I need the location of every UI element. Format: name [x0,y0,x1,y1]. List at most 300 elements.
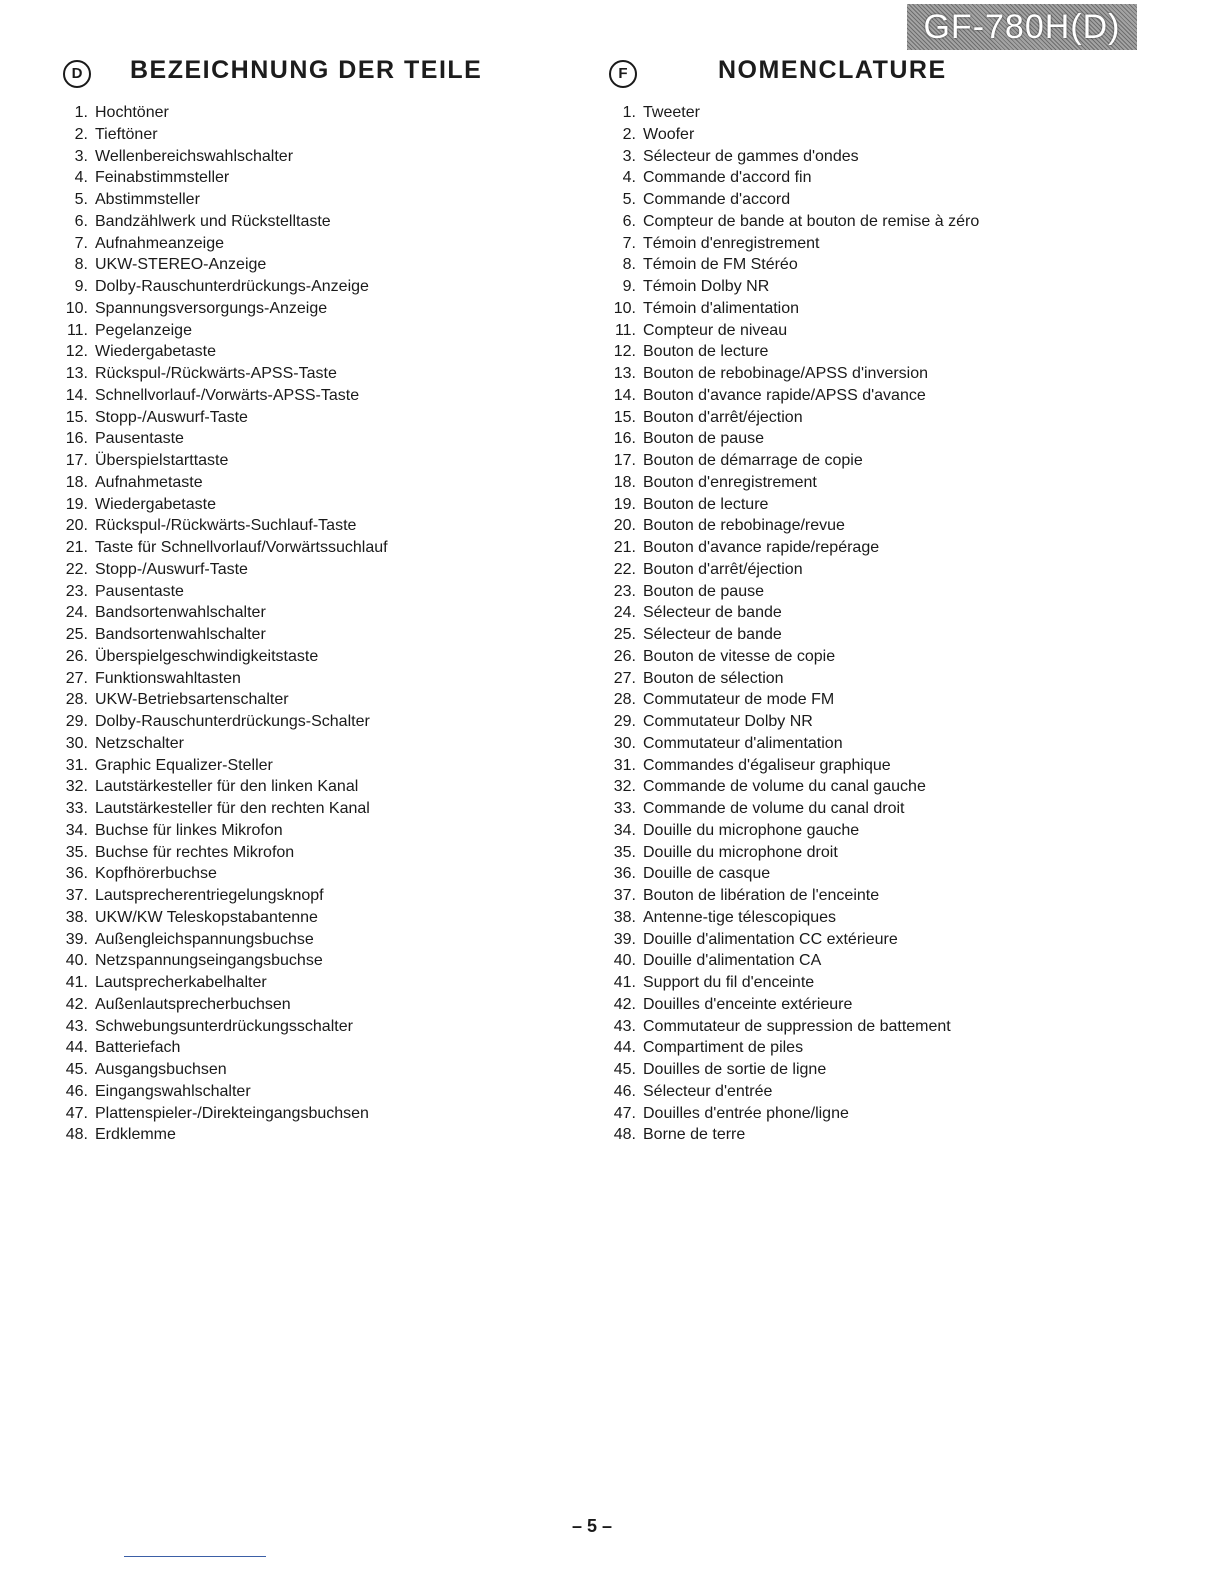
item-label: Bouton d'enregistrement [643,473,817,491]
item-label: Douilles de sortie de ligne [643,1061,827,1078]
list-item [606,863,979,885]
page-number: – 5 – [571,1516,613,1536]
item-label: Lautstärkesteller für den rechten Kanal [95,800,370,817]
item-number: 26. [613,647,636,665]
list-item [58,385,388,407]
list-item [58,494,388,516]
item-number: 42. [65,995,88,1013]
list-item [58,254,388,276]
list-item [606,254,979,276]
list-item [58,341,388,363]
item-number: 23. [65,582,88,600]
item-label: Plattenspieler-/Direkteingangsbuchsen [95,1104,369,1122]
item-label: Schnellvorlauf-/Vorwärts-APSS-Taste [95,386,360,404]
german-section [58,52,598,1144]
item-label: Douille du microphone gauche [643,821,860,839]
list-item [58,863,388,885]
french-header [606,52,1146,92]
list-item [606,624,979,646]
german-section-title: BEZEICHNUNG DER TEILE [130,56,483,84]
item-number: 39. [65,930,88,948]
item-number: 7. [74,234,88,252]
item-number: 8. [74,256,88,274]
item-label: Bouton de rebobinage/revue [643,517,845,535]
item-number: 23. [613,582,636,600]
list-item [58,907,388,929]
item-label: Funktionswahltasten [95,669,241,687]
list-item [58,646,388,668]
item-label: Spannungsversorgungs-Anzeige [95,299,328,317]
item-label: Tweeter [643,104,700,121]
item-label: Hochtöner [95,104,169,121]
item-label: Bouton de sélection [643,669,784,687]
item-number: 34. [65,821,88,839]
item-number: 1. [622,104,636,121]
item-label: UKW-Betriebsartenschalter [95,691,289,709]
item-number: 11. [66,321,88,339]
item-number: 24. [613,604,636,622]
item-label: Douille du microphone droit [643,843,838,861]
item-number: 10. [613,299,636,317]
item-label: Bouton de lecture [643,343,769,361]
item-label: Außengleichspannungsbuchse [95,930,314,948]
item-label: Schwebungsunterdrückungsschalter [95,1017,353,1035]
item-label: Stopp-/Auswurf-Taste [95,408,248,426]
list-item [58,515,388,537]
item-number: 31. [613,756,636,774]
list-item [606,559,979,581]
list-item [606,950,979,972]
list-item [606,407,979,429]
item-number: 36. [65,865,88,883]
item-number: 46. [65,1082,88,1100]
list-item [606,798,979,820]
item-label: Woofer [643,125,695,143]
item-number: 8. [622,256,636,274]
item-number: 13. [613,365,636,382]
item-number: 46. [613,1082,636,1100]
item-number: 22. [613,560,636,578]
list-item [58,363,388,385]
list-item [58,537,388,559]
item-label: Témoin d'enregistrement [643,234,820,252]
item-label: Batteriefach [95,1039,181,1057]
list-item [606,581,979,603]
item-number: 27. [65,669,88,687]
list-item [58,820,388,842]
item-label: Bandzählwerk und Rückstelltaste [95,212,331,230]
item-number: 30. [613,734,636,752]
item-number: 25. [65,626,88,643]
list-item [606,972,979,994]
list-item [606,1059,979,1081]
item-number: 33. [613,800,636,817]
item-label: Rückspul-/Rückwärts-Suchlauf-Taste [95,517,357,535]
item-label: Commandes d'égaliseur graphique [643,756,891,774]
item-label: Bouton de pause [643,582,764,600]
item-label: Douilles d'entrée phone/ligne [643,1104,849,1122]
item-label: UKW/KW Teleskopstabantenne [95,908,318,926]
item-number: 3. [622,147,636,165]
item-number: 47. [65,1104,88,1122]
list-item [58,689,388,711]
list-item [606,233,979,255]
item-label: Commande de volume du canal droit [643,800,905,817]
item-number: 38. [65,908,88,926]
item-label: Bouton de pause [643,430,764,448]
item-number: 32. [613,778,636,796]
item-number: 28. [65,691,88,709]
item-label: Buchse für linkes Mikrofon [95,821,283,839]
item-number: 10. [65,299,88,317]
item-number: 40. [65,952,88,970]
list-item [58,1081,388,1103]
item-number: 21. [65,539,88,556]
item-number: 48. [65,1126,88,1144]
list-item [606,602,979,624]
german-parts-list [58,102,388,1146]
item-label: Rückspul-/Rückwärts-APSS-Taste [95,365,337,382]
item-label: Bouton de libération de l'enceinte [643,887,880,904]
list-item [58,994,388,1016]
item-label: Témoin Dolby NR [643,278,770,295]
list-item [58,929,388,951]
item-number: 37. [613,887,636,904]
item-label: Commande d'accord fin [643,169,812,187]
item-label: Compteur de niveau [643,321,788,339]
list-item [606,537,979,559]
list-item [606,668,979,690]
item-label: Commutateur de suppression de battement [643,1017,951,1035]
item-number: 28. [613,691,636,709]
item-number: 24. [65,604,88,622]
list-item [58,972,388,994]
item-number: 26. [65,647,88,665]
list-item [58,733,388,755]
item-number: 37. [65,887,88,904]
list-item [606,1037,979,1059]
list-item [58,711,388,733]
item-label: Bouton de vitesse de copie [643,647,836,665]
item-label: Antenne-tige télescopiques [643,908,837,926]
item-number: 32. [65,778,88,796]
list-item [606,776,979,798]
item-number: 9. [74,278,88,295]
list-item [606,515,979,537]
item-label: Außenlautsprecherbuchsen [95,995,291,1013]
item-number: 45. [65,1061,88,1078]
item-number: 45. [613,1061,636,1078]
item-number: 19. [65,495,88,513]
item-number: 33. [65,800,88,817]
item-label: Dolby-Rauschunterdrückungs-Anzeige [95,278,369,295]
item-number: 44. [613,1039,636,1057]
item-label: Commutateur Dolby NR [643,713,813,730]
list-item [606,450,979,472]
item-number: 18. [613,473,636,491]
list-item [58,798,388,820]
german-header [58,52,598,92]
list-item [606,646,979,668]
french-section-title: NOMENCLATURE [718,56,947,84]
item-label: Compartiment de piles [643,1039,804,1057]
list-item [58,102,388,124]
item-label: Bouton d'avance rapide/repérage [643,539,880,556]
list-item [606,385,979,407]
list-item [58,1103,388,1125]
list-item [58,407,388,429]
item-label: Abstimmsteller [95,191,200,208]
item-label: Témoin d'alimentation [643,299,800,317]
list-item [606,885,979,907]
list-item [58,885,388,907]
list-item [606,1016,979,1038]
item-number: 16. [65,430,88,448]
item-label: Douilles d'enceinte extérieure [643,995,853,1013]
list-item [606,994,979,1016]
item-label: Sélecteur d'entrée [643,1082,773,1100]
item-number: 17. [65,452,88,469]
item-number: 13. [65,365,88,382]
item-label: Support du fil d'enceinte [643,974,815,991]
list-item [606,320,979,342]
item-label: Bouton de lecture [643,495,769,513]
item-label: UKW-STEREO-Anzeige [95,256,267,274]
item-number: 40. [613,952,636,970]
item-number: 29. [65,713,88,730]
footer-rule [124,1556,266,1557]
list-item [58,1124,388,1146]
list-item [606,189,979,211]
list-item [58,450,388,472]
list-item [606,494,979,516]
item-number: 2. [74,125,88,143]
list-item [606,298,979,320]
item-number: 43. [65,1017,88,1035]
list-item [606,711,979,733]
item-label: Buchse für rechtes Mikrofon [95,843,295,861]
list-item [58,950,388,972]
item-label: Pausentaste [95,582,184,600]
item-label: Netzspannungseingangsbuchse [95,952,323,970]
item-number: 36. [613,865,636,883]
item-label: Ausgangsbuchsen [95,1061,227,1078]
item-number: 43. [613,1017,636,1035]
item-number: 14. [613,386,636,404]
item-label: Sélecteur de bande [643,626,782,643]
item-label: Pegelanzeige [95,321,192,339]
list-item [606,689,979,711]
item-label: Überspielstarttaste [95,452,229,469]
item-label: Graphic Equalizer-Steller [95,756,273,774]
list-item [606,820,979,842]
item-label: Überspielgeschwindigkeitstaste [95,647,319,665]
list-item [58,428,388,450]
item-number: 41. [613,974,636,991]
list-item [606,929,979,951]
item-label: Douille de casque [643,865,771,883]
item-number: 17. [613,452,636,469]
french-language-badge: F [609,60,637,88]
item-label: Compteur de bande at bouton de remise à zéro [643,212,980,230]
item-number: 27. [613,669,636,687]
list-item [606,167,979,189]
item-label: Aufnahmeanzeige [95,234,224,252]
list-item [58,233,388,255]
item-number: 6. [74,212,88,230]
list-item [606,341,979,363]
item-number: 7. [622,234,636,252]
item-label: Feinabstimmsteller [95,169,230,187]
item-number: 29. [613,713,636,730]
item-label: Borne de terre [643,1126,746,1144]
list-item [58,668,388,690]
item-number: 15. [65,408,88,426]
list-item [606,102,979,124]
item-number: 47. [613,1104,636,1122]
list-item [58,167,388,189]
list-item [58,581,388,603]
french-section [606,52,1146,1144]
list-item [606,428,979,450]
list-item [58,211,388,233]
item-label: Wiedergabetaste [95,495,216,513]
list-item [606,755,979,777]
french-parts-list [606,102,979,1146]
item-number: 4. [622,169,636,187]
item-label: Témoin de FM Stéréo [643,256,798,274]
item-number: 12. [613,343,636,361]
list-item [58,146,388,168]
item-label: Wellenbereichswahlschalter [95,147,294,165]
item-label: Wiedergabetaste [95,343,216,361]
item-number: 25. [613,626,636,643]
item-label: Bandsortenwahlschalter [95,626,266,643]
list-item [606,363,979,385]
list-item [606,907,979,929]
item-number: 5. [622,191,636,208]
item-number: 35. [65,843,88,861]
item-label: Bouton d'avance rapide/APSS d'avance [643,386,926,404]
list-item [58,602,388,624]
item-number: 20. [65,517,88,535]
item-number: 6. [622,212,636,230]
item-number: 2. [622,125,636,143]
item-number: 42. [613,995,636,1013]
item-number: 4. [74,169,88,187]
list-item [606,211,979,233]
item-label: Sélecteur de bande [643,604,782,622]
list-item [58,298,388,320]
item-label: Bandsortenwahlschalter [95,604,266,622]
item-number: 12. [65,343,88,361]
list-item [58,559,388,581]
item-number: 19. [613,495,636,513]
item-number: 9. [622,278,636,295]
list-item [606,842,979,864]
item-number: 15. [613,408,636,426]
item-number: 44. [65,1039,88,1057]
list-item [58,320,388,342]
item-number: 21. [613,539,636,556]
item-label: Bouton de rebobinage/APSS d'inversion [643,365,929,382]
item-label: Dolby-Rauschunterdrückungs-Schalter [95,713,370,730]
item-number: 5. [74,191,88,208]
list-item [606,146,979,168]
list-item [58,472,388,494]
list-item [58,1016,388,1038]
item-number: 35. [613,843,636,861]
german-language-badge: D [63,60,91,88]
list-item [606,1103,979,1125]
item-label: Taste für Schnellvorlauf/Vorwärtssuchlauf [95,539,388,556]
item-label: Lautsprecherentriegelungsknopf [95,887,324,904]
list-item [58,276,388,298]
list-item [58,1059,388,1081]
item-number: 48. [613,1126,636,1144]
list-item [58,755,388,777]
item-label: Douille d'alimentation CC extérieure [643,930,898,948]
list-item [606,1081,979,1103]
item-label: Aufnahmetaste [95,473,203,491]
item-label: Kopfhörerbuchse [95,865,217,883]
item-label: Commande de volume du canal gauche [643,778,926,796]
item-number: 3. [74,147,88,165]
item-number: 20. [613,517,636,535]
item-number: 16. [613,430,636,448]
list-item [58,1037,388,1059]
item-number: 30. [65,734,88,752]
item-number: 18. [65,473,88,491]
list-item [606,733,979,755]
item-label: Lautstärkesteller für den linken Kanal [95,778,359,796]
item-label: Bouton d'arrêt/éjection [643,560,803,578]
item-label: Commande d'accord [643,191,791,208]
list-item [606,124,979,146]
item-number: 1. [74,104,88,121]
list-item [58,124,388,146]
list-item [58,189,388,211]
item-label: Lautsprecherkabelhalter [95,974,267,991]
item-label: Erdklemme [95,1126,176,1144]
list-item [58,776,388,798]
item-number: 38. [613,908,636,926]
list-item [58,842,388,864]
item-label: Tieftöner [95,125,158,143]
item-label: Netzschalter [95,734,184,752]
item-number: 14. [65,386,88,404]
list-item [606,472,979,494]
item-label: Sélecteur de gammes d'ondes [643,147,859,165]
list-item [606,1124,979,1146]
item-label: Stopp-/Auswurf-Taste [95,560,248,578]
item-number: 22. [65,560,88,578]
item-number: 41. [65,974,88,991]
item-label: Bouton d'arrêt/éjection [643,408,803,426]
item-number: 31. [65,756,88,774]
item-label: Douille d'alimentation CA [643,952,822,970]
item-label: Pausentaste [95,430,184,448]
list-item [58,624,388,646]
item-number: 39. [613,930,636,948]
item-label: Bouton de démarrage de copie [643,452,863,469]
item-label: Commutateur d'alimentation [643,734,843,752]
item-label: Commutateur de mode FM [643,691,835,709]
item-number: 11. [614,321,636,339]
item-number: 34. [613,821,636,839]
model-badge: GF-780H(D) [907,4,1137,50]
item-label: Eingangswahlschalter [95,1082,251,1100]
